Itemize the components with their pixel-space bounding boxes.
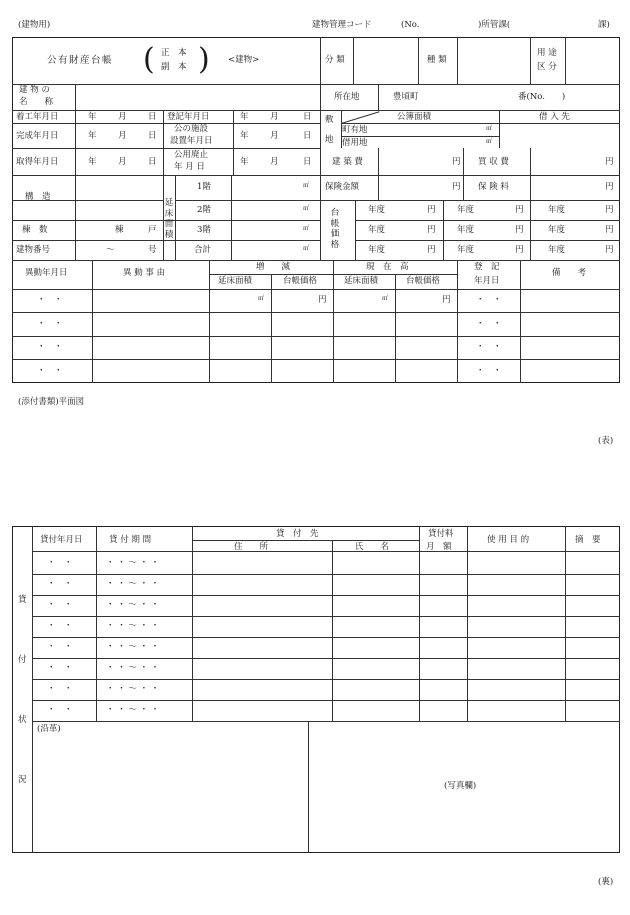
yen-unit: 円 (515, 225, 524, 235)
brace-right: ) (198, 42, 210, 77)
year-unit: 年 (240, 112, 249, 122)
side-label-char: 況 (18, 775, 27, 785)
insurance-fee-label: 保 険 料 (478, 182, 509, 192)
date-dots: ・ ・ (47, 558, 73, 568)
ledger-price-subheader: 台帳価格 (283, 276, 318, 286)
yen-unit: 円 (605, 225, 614, 235)
start-date-label: 着工年月日 (16, 112, 59, 122)
floor-3-label: 3階 (197, 225, 211, 235)
date-dots: ・ ・ (47, 642, 73, 652)
floor-area-subheader: 延床面積 (218, 276, 253, 286)
yen-unit: 円 (605, 205, 614, 215)
day-unit: 日 (303, 131, 312, 141)
construction-cost-label: 建 築 費 (332, 157, 363, 167)
fiscal-year-label: 年度 (368, 245, 386, 255)
yen-unit: 円 (427, 245, 436, 255)
vertical-char: 台 (330, 208, 340, 218)
date-dots: ・ ・ (47, 600, 73, 610)
side-label-char: 付 (18, 655, 27, 665)
period-placeholder: ・ ・ ～ ・ ・ (106, 642, 160, 652)
period-placeholder: ・ ・ ～ ・ ・ (106, 600, 160, 610)
period-placeholder: ・ ・ ～ ・ ・ (106, 621, 160, 631)
dept-label: )所管課( (478, 20, 511, 30)
vertical-char: 価 (330, 229, 340, 240)
floor-total-label: 合計 (194, 245, 212, 255)
back-ledger-form (12, 526, 620, 853)
brace-left: ( (143, 42, 155, 77)
sqm-unit: ㎡ (303, 245, 310, 252)
acquisition-date-label: 取得年月日 (16, 157, 59, 167)
kind-label: <建物> (228, 55, 260, 65)
lease-date-header: 貸付年月日 (40, 535, 83, 545)
photo-area-label: (写真欄) (444, 781, 477, 791)
registration-header-2: 年月日 (474, 276, 500, 286)
vertical-char: 床 (164, 208, 174, 219)
use-label: (建物用) (18, 20, 51, 30)
fiscal-year-label: 年度 (548, 245, 566, 255)
bunrui-label: 分 類 (325, 55, 345, 65)
vertical-char: 帳 (330, 218, 340, 229)
abolition-date-label-1: 公用廃止 (174, 150, 209, 160)
day-unit: 日 (303, 112, 312, 122)
yen-unit: 円 (452, 182, 461, 192)
month-unit: 月 (118, 131, 127, 141)
sqm-unit: ㎡ (258, 295, 265, 302)
month-unit: 月 (270, 157, 279, 167)
yen-unit: 円 (605, 157, 614, 167)
lease-fee-header-2: 月 額 (426, 542, 452, 552)
facility-date-label-2: 設置年月日 (170, 136, 213, 146)
history-label: (沿革) (37, 724, 61, 734)
period-placeholder: ・ ・ ～ ・ ・ (106, 705, 160, 715)
yen-unit: 円 (442, 295, 451, 305)
yen-unit: 円 (515, 245, 524, 255)
facility-date-label-1: 公の施設 (174, 124, 209, 134)
current-balance-header: 現 在 高 (366, 262, 409, 272)
day-unit: 日 (148, 131, 157, 141)
building-unit: 棟 (115, 225, 124, 235)
ledger-price-subheader: 台帳価格 (406, 276, 441, 286)
side-label-char: 貸 (18, 595, 27, 605)
ledger-value-vertical-label (330, 208, 340, 251)
insured-amount-label: 保険金額 (325, 182, 360, 192)
front-ledger-form (12, 37, 620, 383)
remarks-header: 備 考 (552, 268, 587, 278)
purchase-cost-label: 買 収 費 (478, 157, 509, 167)
sqm-unit: ㎡ (486, 125, 493, 132)
date-dots: ・ ・ (476, 366, 502, 376)
fiscal-year-label: 年度 (548, 205, 566, 215)
month-unit: 月 (270, 131, 279, 141)
yen-unit: 円 (515, 205, 524, 215)
structure-label: 構 造 (25, 192, 51, 202)
year-unit: 年 (88, 157, 97, 167)
yen-unit: 円 (605, 245, 614, 255)
purpose-header: 使 用 目 的 (487, 535, 530, 545)
yen-unit: 円 (452, 157, 461, 167)
building-name-label-1: 建 物 の (19, 85, 50, 95)
floor-2-label: 2階 (197, 205, 211, 215)
fiscal-year-label: 年度 (548, 225, 566, 235)
unit-unit: 戸 (148, 225, 157, 235)
date-dots: ・ ・ (47, 705, 73, 715)
floor-area-vertical-label (164, 198, 174, 241)
address-subheader: 住 所 (234, 542, 269, 552)
sqm-unit: ㎡ (486, 138, 493, 145)
vertical-char: 積 (164, 229, 174, 240)
youto-label-1: 用 途 (537, 48, 557, 58)
front-side-label: (表) (598, 436, 614, 446)
sqm-unit: ㎡ (303, 225, 310, 232)
fukuhon-label: 副 本 (161, 62, 187, 72)
ledger-title: 公有財産台帳 (47, 55, 114, 66)
day-unit: 日 (303, 157, 312, 167)
period-placeholder: ・ ・ ～ ・ ・ (106, 663, 160, 673)
mgmt-code-label: 建物管理コード (312, 20, 372, 30)
date-dots: ・ ・ (37, 319, 63, 329)
lot-number-label: 番(No. ) (518, 92, 566, 102)
vertical-char: 格 (330, 239, 340, 250)
period-placeholder: ・ ・ ～ ・ ・ (106, 684, 160, 694)
registration-header-1: 登 記 (474, 262, 500, 272)
seihon-label: 正 本 (161, 48, 187, 58)
building-count-label: 棟 数 (22, 225, 48, 235)
yen-unit: 円 (427, 225, 436, 235)
site-label-1: 敷 (325, 115, 334, 125)
increase-decrease-header: 増 減 (256, 262, 291, 272)
range-tilde: ～ (106, 245, 115, 255)
registration-date-label: 登記年月日 (167, 112, 210, 122)
lessor-label: 借 入 先 (539, 112, 570, 122)
fiscal-year-label: 年度 (368, 205, 386, 215)
date-dots: ・ ・ (476, 319, 502, 329)
fiscal-year-label: 年度 (457, 205, 475, 215)
day-unit: 日 (148, 112, 157, 122)
year-unit: 年 (88, 131, 97, 141)
vertical-char: 延 (164, 198, 174, 208)
date-dots: ・ ・ (476, 295, 502, 305)
building-name-label-2: 名 称 (19, 97, 54, 107)
date-dots: ・ ・ (47, 579, 73, 589)
fiscal-year-label: 年度 (457, 245, 475, 255)
lessee-header: 貸 付 先 (276, 529, 319, 539)
sqm-unit: ㎡ (303, 182, 310, 189)
date-dots: ・ ・ (37, 366, 63, 376)
date-dots: ・ ・ (476, 342, 502, 352)
dept-suffix: 課) (598, 20, 610, 30)
date-dots: ・ ・ (47, 663, 73, 673)
completion-date-label: 完成年月日 (16, 131, 59, 141)
shurui-label: 種 類 (427, 55, 447, 65)
location-label: 所在地 (334, 92, 360, 102)
leased-land-label: 借用地 (342, 138, 368, 148)
year-unit: 年 (240, 131, 249, 141)
site-label-2: 地 (325, 135, 334, 145)
fiscal-year-label: 年度 (457, 225, 475, 235)
floor-area-subheader: 延床面積 (344, 276, 379, 286)
yen-unit: 円 (427, 205, 436, 215)
period-placeholder: ・ ・ ～ ・ ・ (106, 558, 160, 568)
sqm-unit: ㎡ (382, 295, 389, 302)
day-unit: 日 (148, 157, 157, 167)
year-unit: 年 (88, 112, 97, 122)
month-unit: 月 (270, 112, 279, 122)
date-dots: ・ ・ (47, 621, 73, 631)
year-unit: 年 (240, 157, 249, 167)
yen-unit: 円 (605, 182, 614, 192)
youto-label-2: 区 分 (537, 62, 557, 72)
abolition-date-label-2: 年 月 日 (174, 162, 205, 172)
yen-unit: 円 (318, 295, 327, 305)
vertical-char: 面 (164, 219, 174, 230)
town-name: 豊頃町 (393, 92, 419, 102)
lease-period-header: 貸 付 期 間 (109, 535, 152, 545)
period-placeholder: ・ ・ ～ ・ ・ (106, 579, 160, 589)
summary-header: 摘 要 (575, 535, 601, 545)
side-label-char: 状 (18, 715, 27, 725)
name-subheader: 氏 名 (355, 542, 390, 552)
fiscal-year-label: 年度 (368, 225, 386, 235)
change-date-header: 異動年月日 (25, 268, 68, 278)
month-unit: 月 (118, 157, 127, 167)
back-side-label: (裏) (598, 877, 614, 887)
town-owned-land-label: 町有地 (342, 125, 368, 135)
building-number-label: 建物番号 (16, 245, 51, 255)
no-label: (No. (401, 20, 420, 30)
month-unit: 月 (118, 112, 127, 122)
number-unit: 号 (148, 245, 157, 255)
lease-fee-header-1: 貸付料 (428, 529, 454, 539)
registered-area-label: 公簿面積 (397, 112, 432, 122)
date-dots: ・ ・ (37, 295, 63, 305)
change-reason-header: 異 動 事 由 (123, 268, 166, 278)
date-dots: ・ ・ (47, 684, 73, 694)
floor-1-label: 1階 (197, 182, 211, 192)
date-dots: ・ ・ (37, 342, 63, 352)
sqm-unit: ㎡ (303, 205, 310, 212)
attachment-note: (添付書類)平面図 (18, 397, 85, 407)
